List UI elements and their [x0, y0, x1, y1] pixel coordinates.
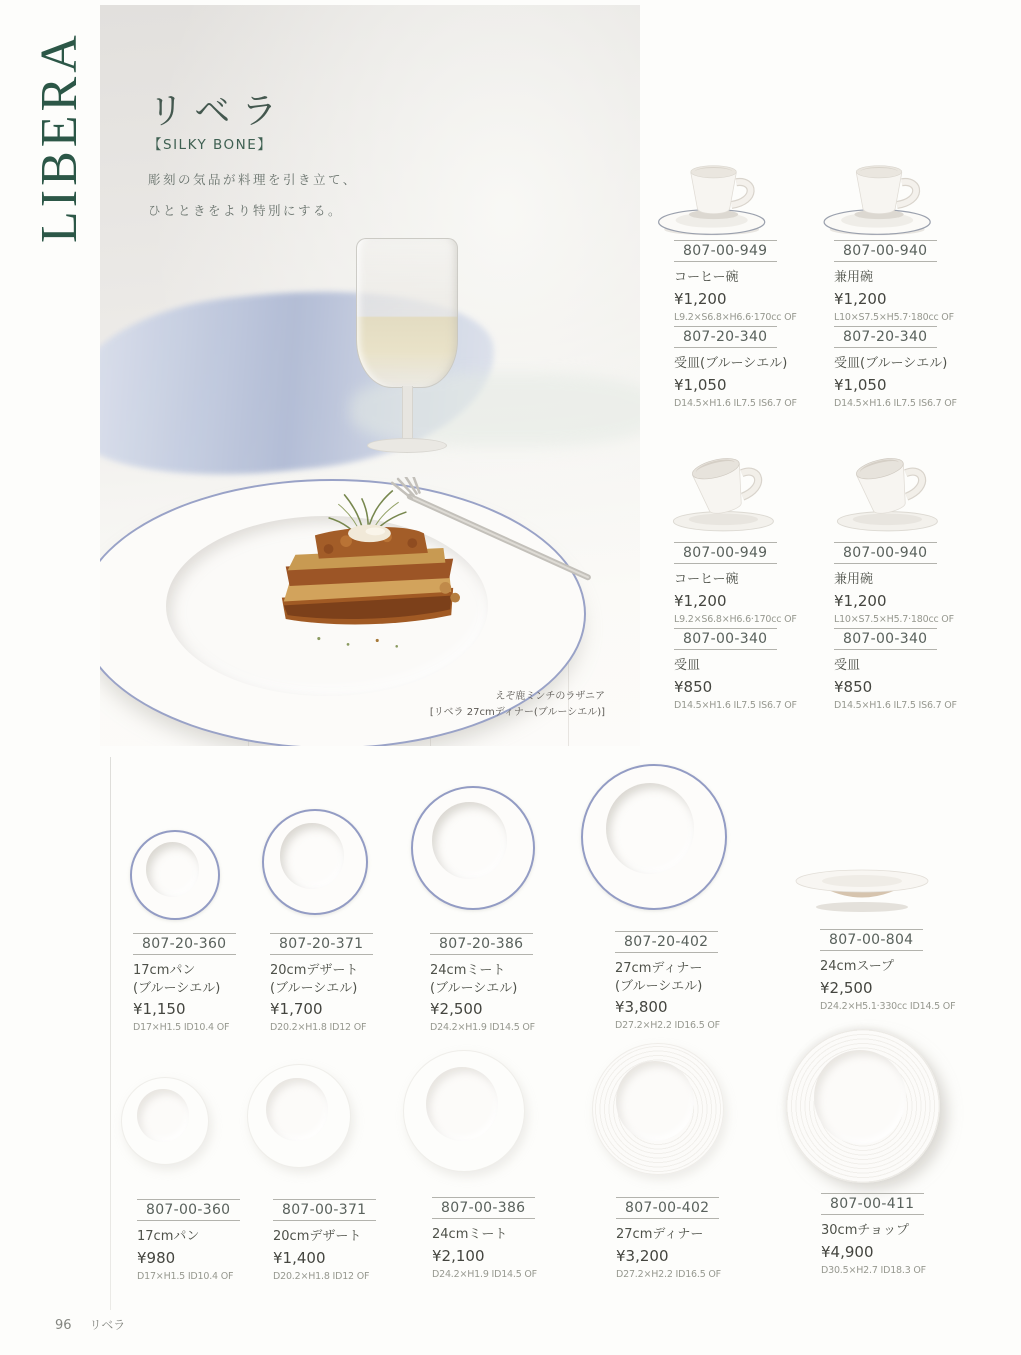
wine-glass-image	[353, 238, 461, 456]
product-entry	[820, 929, 955, 1012]
coffee-cup-image	[658, 444, 783, 536]
product-variant: (ブルーシエル)	[615, 978, 703, 994]
photo-caption-line: [リベラ 27cmディナー(ブルーシエル)]	[429, 706, 605, 718]
product-price: ¥1,200	[834, 289, 887, 308]
tagline	[148, 165, 358, 226]
product-price: ¥1,400	[273, 1248, 326, 1267]
product-price: ¥1,050	[834, 375, 887, 394]
product-code: 807-20-402	[615, 931, 718, 953]
product-entry	[273, 1199, 376, 1282]
product-code: 807-00-340	[834, 628, 937, 650]
product-specs: D27.2×H2.2 ID16.5 OF	[616, 1268, 721, 1280]
product-code: 807-00-402	[616, 1197, 719, 1219]
page-footer-label: リベラ	[89, 1318, 126, 1332]
product-entry	[674, 628, 797, 711]
product-price: ¥4,900	[821, 1242, 874, 1261]
product-name: 兼用碗	[834, 572, 874, 587]
combined-cup-image	[822, 444, 947, 536]
tagline-line: 彫刻の気品が料理を引き立て、	[148, 172, 358, 187]
product-code: 807-20-340	[674, 326, 777, 348]
product-code: 807-20-371	[270, 933, 373, 955]
product-specs: D20.2×H1.8 ID12 OF	[273, 1270, 370, 1282]
product-name: 27cmディナー	[616, 1227, 704, 1242]
product-entry	[133, 933, 236, 1033]
product-name: 17cmパン	[137, 1229, 200, 1244]
coffee-cup-image	[652, 150, 777, 240]
product-entry	[834, 628, 957, 711]
product-name: コーヒー碗	[674, 270, 739, 285]
photo-caption	[430, 689, 605, 720]
product-price: ¥1,700	[270, 1000, 323, 1019]
soup-plate-image	[792, 860, 932, 915]
product-name: 24cmミート	[432, 1227, 508, 1242]
product-code: 807-00-371	[273, 1199, 376, 1221]
product-name: 兼用碗	[834, 270, 874, 285]
product-code: 807-00-386	[432, 1197, 535, 1219]
tagline-line: ひとときをより特別にする。	[148, 202, 344, 218]
product-specs: D14.5×H1.6 IL7.5 IS6.7 OF	[834, 397, 957, 409]
product-entry	[270, 933, 373, 1033]
product-price: ¥2,100	[432, 1246, 485, 1265]
product-code: 807-00-940	[834, 240, 937, 262]
product-variant: (ブルーシエル)	[270, 980, 358, 996]
product-specs: D24.2×H1.9 ID14.5 OF	[430, 1022, 535, 1034]
product-code: 807-00-360	[137, 1199, 240, 1221]
product-name: 受皿(ブルーシエル)	[834, 356, 948, 371]
brand-vertical-logo: LIBERA	[31, 31, 88, 243]
product-name: 24cmミート	[430, 963, 506, 978]
product-name: 20cmデザート	[273, 1229, 362, 1244]
product-name: 24cmスープ	[820, 959, 895, 974]
product-entry	[674, 326, 797, 409]
product-specs: D17×H1.5 ID10.4 OF	[133, 1022, 230, 1034]
product-entry	[137, 1199, 240, 1282]
page-title: リベラ	[148, 91, 289, 132]
product-entry	[821, 1193, 926, 1276]
product-code: 807-00-804	[820, 929, 923, 951]
fork-image	[388, 477, 598, 589]
product-specs: L10×S7.5×H5.7·180cc OF	[834, 613, 954, 625]
product-price: ¥980	[137, 1248, 176, 1267]
product-specs: D14.5×H1.6 IL7.5 IS6.7 OF	[834, 699, 957, 711]
product-price: ¥850	[834, 677, 873, 696]
product-specs: D20.2×H1.8 ID12 OF	[270, 1022, 367, 1034]
product-specs: D30.5×H2.7 ID18.3 OF	[821, 1264, 926, 1276]
product-variant: (ブルーシエル)	[133, 980, 221, 996]
product-code: 807-20-386	[430, 933, 533, 955]
product-price: ¥1,050	[674, 375, 727, 394]
product-specs: L9.2×S6.8×H6.6·170cc OF	[674, 311, 797, 323]
product-price: ¥1,200	[834, 591, 887, 610]
page-fold-line	[110, 757, 111, 1310]
plate-27cm-blue-image	[581, 764, 727, 910]
product-name: 受皿	[834, 658, 861, 673]
product-specs: D24.2×H5.1·330cc ID14.5 OF	[820, 1000, 956, 1012]
product-code: 807-00-411	[821, 1193, 924, 1215]
product-price: ¥3,800	[615, 998, 668, 1017]
product-code: 807-00-940	[834, 542, 937, 564]
product-entry	[615, 931, 720, 1031]
product-entry	[834, 240, 954, 323]
plate-17cm-white-image	[121, 1077, 209, 1165]
product-code: 807-00-949	[674, 240, 777, 262]
product-entry	[430, 933, 535, 1033]
page-footer	[55, 1316, 125, 1333]
product-specs: D14.5×H1.6 IL7.5 IS6.7 OF	[674, 397, 797, 409]
plate-20cm-white-image	[247, 1064, 351, 1168]
product-price: ¥850	[674, 677, 713, 696]
combined-cup-image	[815, 150, 945, 240]
product-name: 27cmディナー	[615, 961, 703, 976]
product-variant: (ブルーシエル)	[430, 980, 518, 996]
product-entry	[616, 1197, 721, 1280]
product-code: 807-00-949	[674, 542, 777, 564]
product-entry	[834, 326, 957, 409]
plate-24cm-white-image	[403, 1050, 525, 1172]
product-name: 受皿	[674, 658, 701, 673]
product-price: ¥2,500	[820, 978, 873, 997]
product-name: 受皿(ブルーシエル)	[674, 356, 788, 371]
product-code: 807-20-360	[133, 933, 236, 955]
plate-30cm-chop-image	[786, 1029, 940, 1183]
product-code: 807-00-340	[674, 628, 777, 650]
product-specs: D24.2×H1.9 ID14.5 OF	[432, 1268, 537, 1280]
product-price: ¥1,200	[674, 289, 727, 308]
product-specs: D14.5×H1.6 IL7.5 IS6.7 OF	[674, 699, 797, 711]
plate-20cm-blue-image	[262, 809, 368, 915]
photo-caption-line: えぞ鹿ミンチのラザニア	[495, 691, 605, 702]
product-price: ¥1,200	[674, 591, 727, 610]
product-name: コーヒー碗	[674, 572, 739, 587]
product-entry	[674, 240, 797, 323]
product-name: 17cmパン	[133, 963, 196, 978]
product-specs: D27.2×H2.2 ID16.5 OF	[615, 1020, 720, 1032]
product-price: ¥2,500	[430, 1000, 483, 1019]
series-tag: 【SILKY BONE】	[148, 137, 273, 153]
product-specs: L9.2×S6.8×H6.6·170cc OF	[674, 613, 797, 625]
hero-photo	[100, 5, 640, 746]
product-price: ¥1,150	[133, 1000, 186, 1019]
product-specs: L10×S7.5×H5.7·180cc OF	[834, 311, 954, 323]
product-name: 20cmデザート	[270, 963, 359, 978]
product-price: ¥3,200	[616, 1246, 669, 1265]
product-specs: D17×H1.5 ID10.4 OF	[137, 1270, 234, 1282]
product-entry	[834, 542, 954, 625]
plate-27cm-white-image	[592, 1043, 724, 1175]
plate-24cm-blue-image	[411, 786, 535, 910]
page-number: 96	[55, 1318, 72, 1333]
product-code: 807-20-340	[834, 326, 937, 348]
product-name: 30cmチョップ	[821, 1223, 909, 1238]
product-entry	[432, 1197, 537, 1280]
plate-17cm-blue-image	[130, 830, 220, 920]
product-entry	[674, 542, 797, 625]
